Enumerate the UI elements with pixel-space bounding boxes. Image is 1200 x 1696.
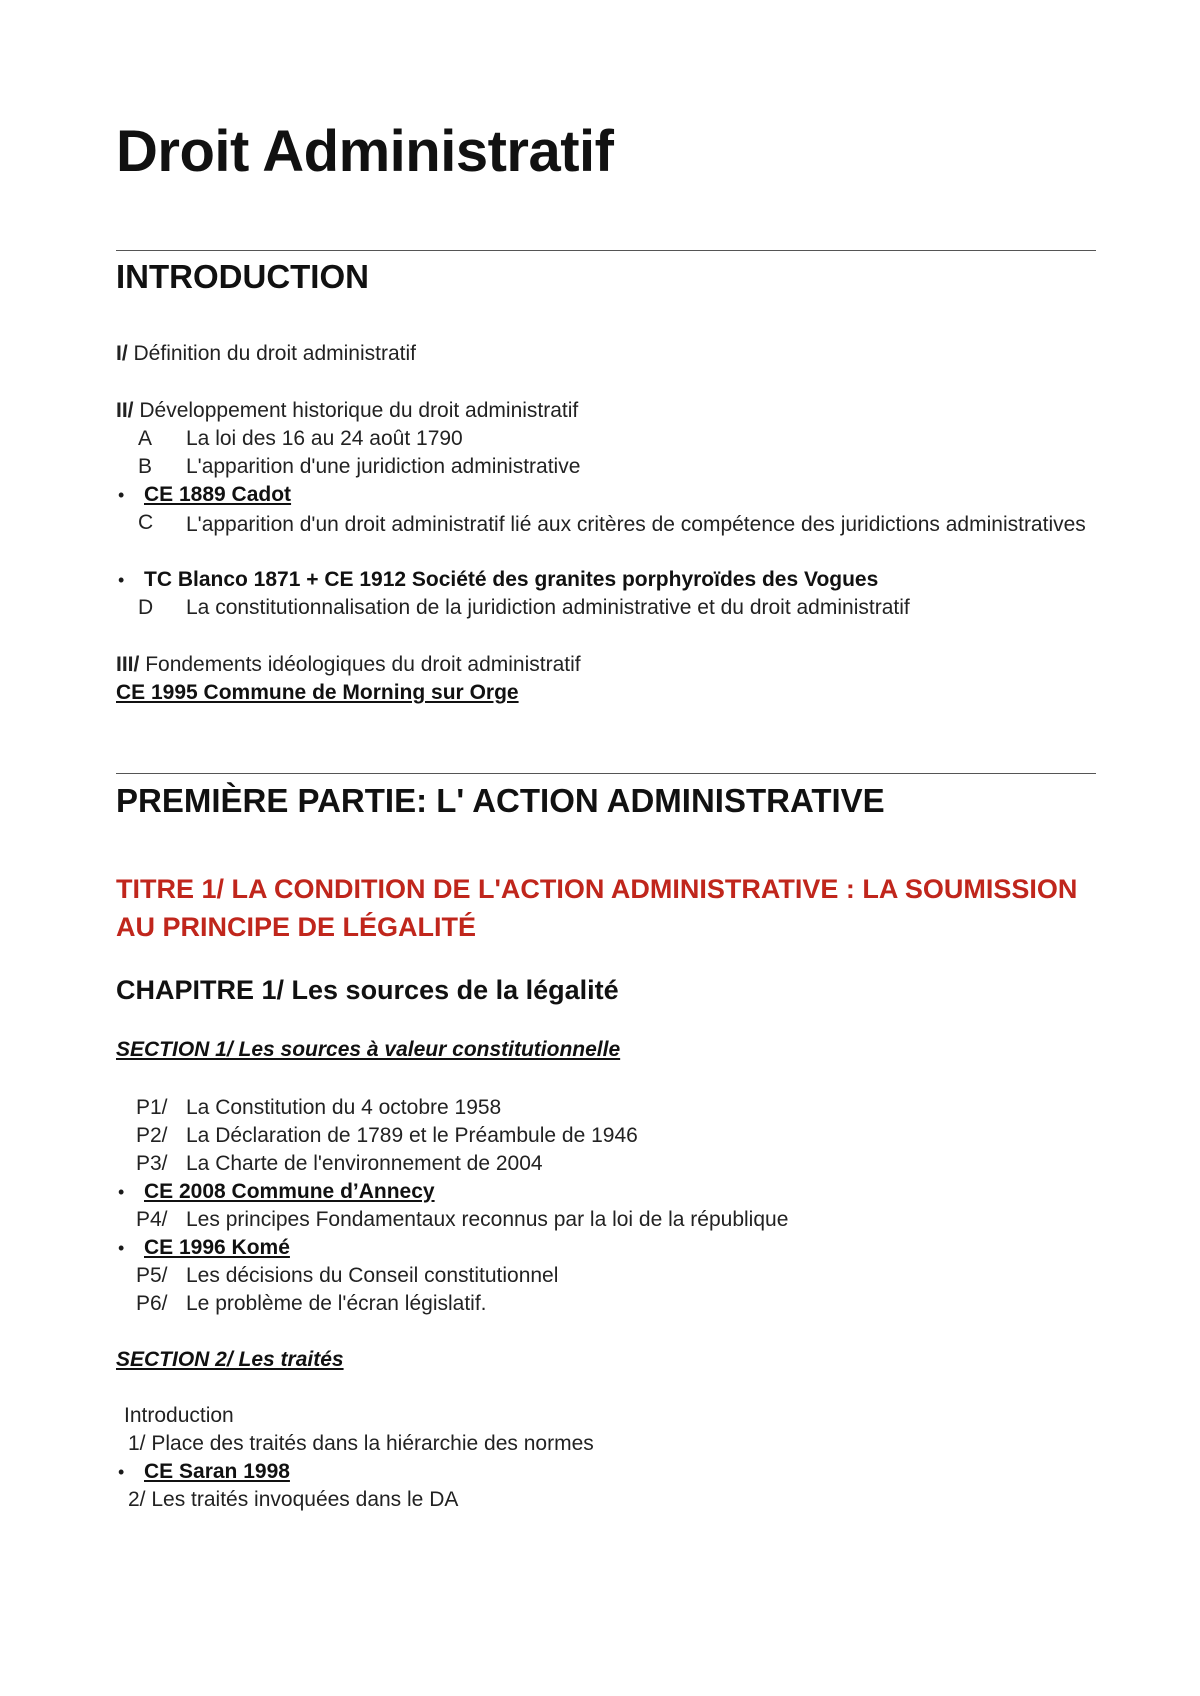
case-saran: CE Saran 1998 [144, 1460, 290, 1483]
case-reference [116, 483, 291, 507]
item-number: P1/ [136, 1096, 168, 1119]
intro-part-2d [138, 596, 910, 620]
bullet-icon: • [118, 570, 125, 590]
bullet-icon: • [118, 1462, 125, 1482]
case-morning-sur-orge: CE 1995 Commune de Morning sur Orge [116, 681, 519, 704]
item-text: La Constitution du 4 octobre 1958 [186, 1096, 502, 1119]
section-2-item: 2/ Les traités invoquées dans le DA [128, 1488, 459, 1511]
item-number: P3/ [136, 1152, 168, 1175]
divider [116, 773, 1096, 774]
item-number: P6/ [136, 1292, 168, 1315]
section-1-item [136, 1264, 558, 1288]
item-letter: C [138, 511, 154, 534]
item-text: L'apparition d'une juridiction administrative [186, 455, 581, 478]
part-text: Développement historique du droit administratif [139, 399, 579, 422]
case-cadot: CE 1889 Cadot [144, 483, 292, 506]
item-text: La constitutionnalisation de la juridiction administrative et du droit administratif [186, 596, 910, 619]
chapitre-heading: CHAPITRE 1/ Les sources de la légalité [116, 975, 619, 1005]
part-number: III/ [116, 653, 140, 676]
item-number: P2/ [136, 1124, 168, 1147]
part-number: II/ [116, 399, 134, 422]
case-annecy: CE 2008 Commune d’Annecy [144, 1180, 435, 1203]
item-text: La Charte de l'environnement de 2004 [186, 1152, 543, 1175]
item-letter: B [138, 455, 153, 478]
case-kome: CE 1996 Komé [144, 1236, 290, 1259]
section-1-item [136, 1152, 543, 1176]
item-text: La Déclaration de 1789 et le Préambule de 1946 [186, 1124, 638, 1147]
intro-part-3 [116, 653, 581, 677]
case-reference [116, 568, 878, 592]
case-reference [116, 1460, 290, 1484]
section-2-intro: Introduction [124, 1404, 234, 1427]
part-one-heading: PREMIÈRE PARTIE: L' ACTION ADMINISTRATIVE [116, 782, 885, 819]
case-reference [116, 1180, 435, 1204]
part-text: Définition du droit administratif [133, 342, 416, 365]
section-2-item: 1/ Place des traités dans la hiérarchie des normes [128, 1432, 594, 1455]
section-1-item [136, 1292, 487, 1316]
case-blanco: TC Blanco 1871 + CE 1912 Société des granites porphyroïdes des Vogues [144, 568, 879, 591]
part-text: Fondements idéologiques du droit administratif [145, 653, 581, 676]
item-text: Le problème de l'écran législatif. [186, 1292, 487, 1315]
divider [116, 250, 1096, 251]
section-1-heading: SECTION 1/ Les sources à valeur constitutionnelle [116, 1038, 621, 1061]
part-number: I/ [116, 342, 128, 365]
intro-part-2 [116, 399, 578, 423]
item-text: Les décisions du Conseil constitutionnel [186, 1264, 559, 1287]
case-reference [116, 1236, 290, 1260]
section-1-item [136, 1096, 501, 1120]
titre-heading: TITRE 1/ LA CONDITION DE L'ACTION ADMINISTRATIVE : LA SOUMISSION AU PRINCIPE DE LÉGALITÉ [116, 874, 1078, 942]
section-2-heading: SECTION 2/ Les traités [116, 1348, 344, 1371]
introduction-heading: INTRODUCTION [116, 258, 369, 295]
item-text: La loi des 16 au 24 août 1790 [186, 427, 463, 450]
section-1-item [136, 1124, 638, 1148]
bullet-icon: • [118, 1182, 125, 1202]
document-title: Droit Administratif [116, 119, 614, 184]
section-1-item [136, 1208, 788, 1232]
bullet-icon: • [118, 485, 125, 505]
case-reference [116, 681, 519, 705]
item-text-wrapped: L'apparition d'un droit administratif lié aux critères de compétence des juridictions administratives [186, 513, 1086, 536]
item-letter: A [138, 427, 153, 450]
intro-part-2c [138, 511, 186, 535]
intro-part-2b [138, 455, 580, 479]
intro-part-2a [138, 427, 463, 451]
item-text: Les principes Fondamentaux reconnus par la loi de la république [186, 1208, 789, 1231]
item-number: P4/ [136, 1208, 168, 1231]
item-number: P5/ [136, 1264, 168, 1287]
item-letter: D [138, 596, 154, 619]
intro-part-1 [116, 342, 416, 366]
bullet-icon: • [118, 1238, 125, 1258]
